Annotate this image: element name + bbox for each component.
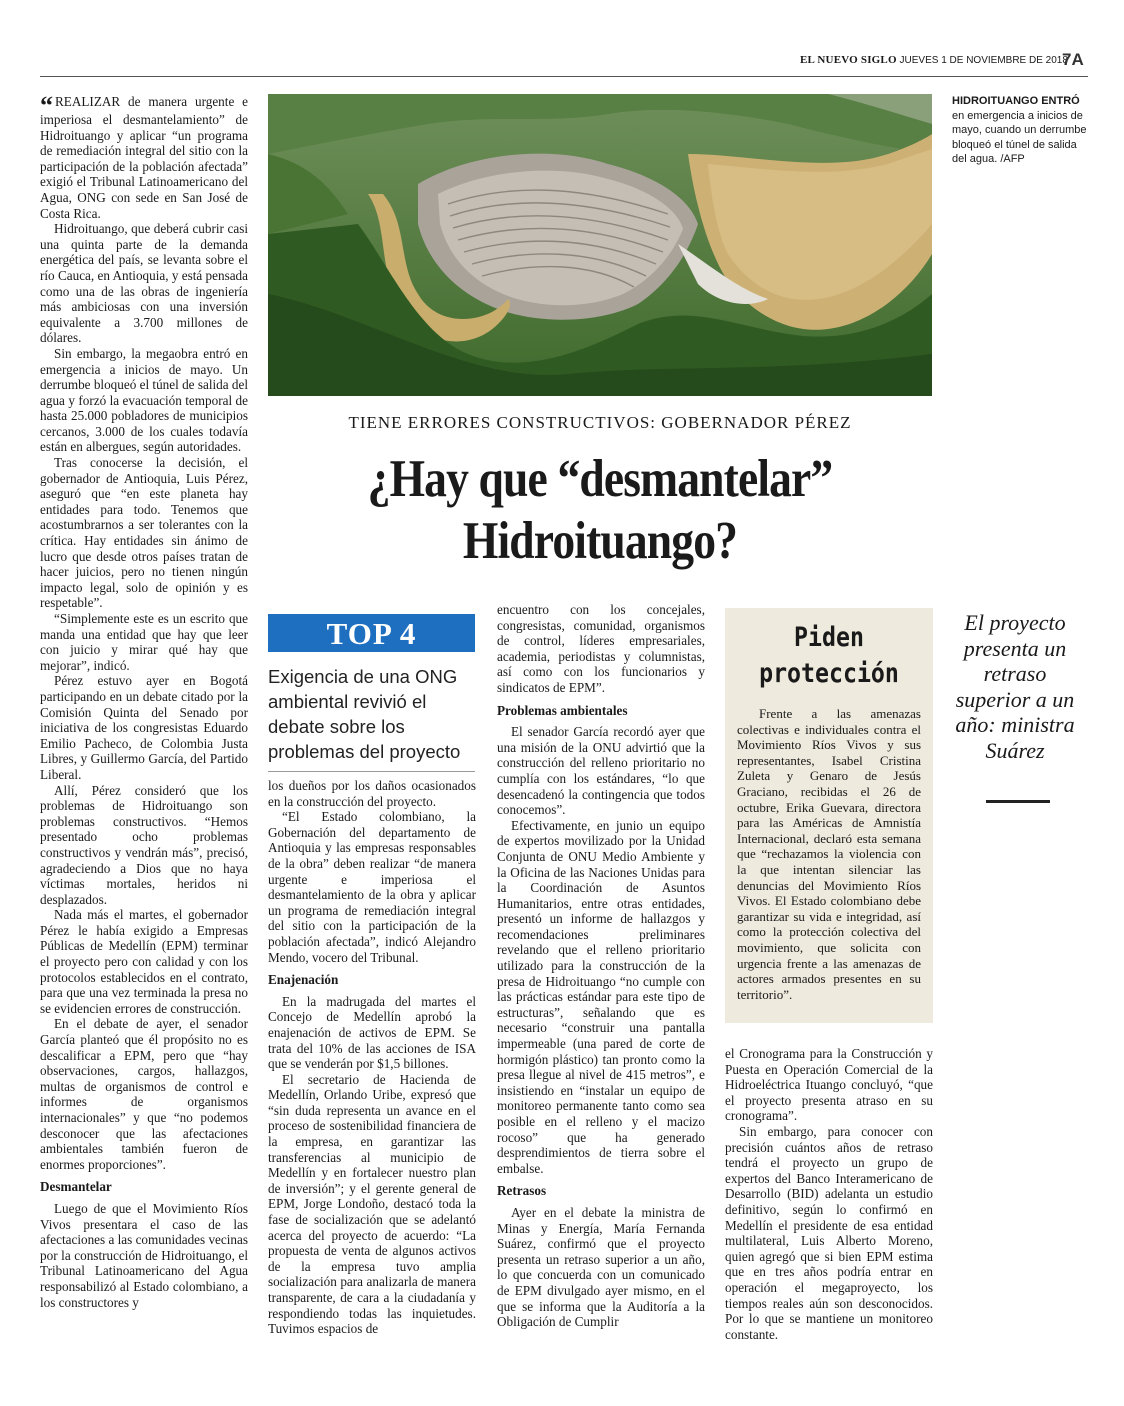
paragraph: “Simplemente este es un escrito que manda una entidad que hay que leer con juicio y mirar qué hay que mejorar”, indicó. — [40, 611, 248, 673]
dam-aerial-photo — [268, 94, 932, 396]
paragraph: Tras conocerse la decisión, el gobernador de Antioquia, Luis Pérez, aseguró que “en este planeta hay entidades para todo. Tenemos que acostumbrarnos a ser tolerantes con la crítica. Hay entidades sin ánimo de lucro que desde otros países tratan de hacer juicios, pero no tienen ningún impacto legal, solo de opinión y es respetable”. — [40, 455, 248, 611]
headline-line-2: Hidroituango? — [462, 512, 738, 570]
article-column-3 — [497, 602, 705, 1330]
lead-paragraph: “ REALIZAR de manera urgente e imperiosa el desmantelamiento” de Hidroituango y aplicar “un programa de remediación integral del sitio con la participación de la población afectada” exigió el Tribunal Latinoamericano del Agua, ONG con sede en San José de Costa Rica. — [40, 91, 248, 221]
sidebar-box — [725, 608, 933, 1023]
paragraph: Ayer en el debate la ministra de Minas y Energía, María Fernanda Suárez, confirmó que el proyecto presenta un retraso superior a un año, lo que concuerda con un comunicado de EPM divulgado ayer mismo, en el que se informa que la Auditoría a la Obligación de Cumplir — [497, 1204, 705, 1330]
caption-lead: HIDROITUANGO ENTRÓ — [952, 95, 1080, 107]
sidebar-paragraph: Frente a las amenazas colectivas e individuales contra el Movimiento Ríos Vivos y sus representantes, Isabel Cristina Zuleta y Genaro de Jesús Graciano, recibidas el 26 de octubre, Erika Guevara, directora para las Américas de Amnistía Internacional, declaró esta semana que “rechazamos la violencia con la que intentan silenciar las denuncias del Movimiento Ríos Vivos. El Estado colombiano debe garantizar su vida e integridad, así como la protección colectiva del movimiento, que solicita con urgencia frente a las amenazas de actores armados presentes en su territorio”. — [737, 706, 921, 1002]
sidebar-title-line-2: protección — [759, 658, 899, 689]
article-column-4 — [725, 1046, 933, 1342]
paragraph: En la madrugada del martes el Concejo de Medellín aprobó la enajenación de activos de EPM. Se trata del 10% de las acciones de ISA que se venderán por $1,5 billones. — [268, 993, 476, 1072]
subhead-retrasos: Retrasos — [497, 1183, 547, 1199]
headline-line-1: ¿Hay que “desmantelar” — [367, 450, 833, 508]
paragraph: Sin embargo, para conocer con precisión cuántos años de retraso tendrá el proyecto un grupo de expertos del Banco Interamericano de Desarrollo (BID) adelanta un estudio definitivo, según lo confirmó en Medellín el presidente de esa entidad multilateral, Luis Alberto Moreno, quien agregó que si bien EPM estima que en tres años podría entrar en operación el megaproyecto, los tiempos reales aún son desconocidos. Por lo que se mantiene un monitoreo constante. — [725, 1123, 933, 1342]
paragraph: En el debate de ayer, el senador García planteó que él propósito no es descalificar a EPM, pero que “hay observaciones, cargos, hallazgos, multas de organismos de control e informes de organismos internacionales” y que “no podemos desconocer que las afectaciones ambientales también fueron de enormes proporciones”. — [40, 1016, 248, 1172]
article-column-2 — [268, 778, 476, 1337]
photo-caption — [952, 94, 1087, 167]
subhead-enajenacion: Enajenación — [268, 972, 339, 988]
sidebar-body — [737, 706, 921, 1002]
subhead-problemas-ambientales: Problemas ambientales — [497, 702, 628, 718]
open-quote-mark: “ — [40, 91, 53, 120]
paragraph: El secretario de Hacienda de Medellín, Orlando Uribe, expresó que “sin duda representa un avance en el proceso de sostenibilidad financiera de la empresa, en garantizar las transferencias al municipio de Medellín y en fortalecer nuestro plan de inversión”; y el gerente general de EPM, Jorge Londoño, destacó toda la fase de socialización que se adelantó acerca del proyecto de acuerdo: “La propuesta de venta de algunos activos de la empresa tuvo amplia socialización para analizarla de manera transparente, de cara a la ciudadanía y respondiendo todas las inquietudes. Tuvimos espacios de — [268, 1071, 476, 1337]
paragraph: Nada más el martes, el gobernador Pérez le había exigido a Empresas Públicas de Medellín (EPM) terminar el proyecto pero con calidad y con los protocolos establecidos en el contrato, para que una vez terminada la presa no se evidencien errores de construcción. — [40, 907, 248, 1016]
page-number: 7A — [1062, 50, 1084, 69]
sidebar-title — [740, 620, 919, 692]
kicker: TIENE ERRORES CONSTRUCTIVOS: GOBERNADOR PÉREZ — [348, 413, 852, 432]
paragraph: encuentro con los concejales, congresistas, comunidad, organismos de control, líderes empresariales, academia, periodistas y columnistas, así como con los funcionarios y sindicatos de EPM”. — [497, 602, 705, 695]
paragraph: Sin embargo, la megaobra entró en emergencia a inicios de mayo. Un derrumbe bloqueó el túnel de salida del agua y forzó la evacuación temporal de hasta 25.000 pobladores de municipios cercanos, 3.000 de los cuales todavía están en albergues, según autoridades. — [40, 345, 248, 455]
top-rule — [268, 771, 475, 772]
pull-quote-rule — [986, 800, 1050, 803]
paragraph: “El Estado colombiano, la Gobernación del departamento de Antioquia y las empresas responsables de la obra” deben realizar “de manera urgente e imperiosa el desmantelamiento de la obra y aplicar un programa de remediación integral del sitio con la participación de la población afectada”, indicó Alejandro Mendo, vocero del Tribunal. — [268, 809, 476, 965]
paragraph: Efectivamente, en junio un equipo de expertos movilizado por la Unidad Conjunta de ONU Medio Ambiente y la Oficina de las Naciones Unidas para la Coordinación de Asuntos Humanitarios, entre otras entidades, presentó un informe de hallazgos y recomendaciones preliminares revelando que el relleno prioritario utilizado para la construcción de la presa de Hidroituango “no cumple con las prácticas estándar para este tipo de estructuras”, señalando que es necesario “construir una pantalla impermeable (una pared de corte de hormigón plástico) tan pronto como la presa llegue al nivel de 415 metros”, e insistiendo en “instalar un equipo de monitoreo permanente tanto como sea posible en el relleno y el macizo rocoso” que ha generado desprendimientos de tierra sobre el embalse. — [497, 817, 705, 1176]
top-label-box: TOP 4 — [268, 614, 475, 652]
paragraph: Luego de que el Movimiento Ríos Vivos presentara el caso de las afectaciones a las comunidades vecinas por la construcción de Hidroituango, el Tribunal Latinoamericano del Agua responsabilizó al Estado colombiano, a los constructores y — [40, 1200, 248, 1310]
article-column-1 — [40, 91, 249, 1310]
subhead-desmantelar: Desmantelar — [40, 1179, 112, 1195]
paragraph: Hidroituango, que deberá cubrir casi una quinta parte de la demanda energética del país, se levanta sobre el río Cauca, en Antioquia, y está pensada como una de las obras de ingeniería más ambiciosas con una inversión equivalente a 3.700 millones de dólares. — [40, 221, 249, 346]
sidebar-title-line-1: Piden — [794, 622, 864, 653]
caption-text: en emergencia a inicios de mayo, cuando un derrumbe bloqueó el túnel de salida del agua. /AFP — [952, 109, 1087, 166]
headline — [314, 448, 885, 572]
header-rule — [40, 76, 1088, 77]
paragraph: Allí, Pérez consideró que los problemas de Hidroituango son problemas constructivos. “Hemos presentado ocho problemas constructivos y vendrán más”, precisó, agradeciendo a Dios que no haya víctimas mortales, heridos ni desplazados. — [40, 782, 248, 907]
paper-name: EL NUEVO SIGLO — [800, 54, 897, 66]
top-summary: Exigencia de una ONG ambiental revivió el debate sobre los problemas del proyecto — [268, 666, 461, 762]
paragraph: los dueños por los daños ocasionados en la construcción del proyecto. — [268, 778, 476, 809]
masthead — [800, 54, 1068, 66]
pull-quote: El proyecto presenta un retraso superior a un año: ministra Suárez — [955, 610, 1075, 763]
issue-date: JUEVES 1 DE NOVIEMBRE DE 2018 — [899, 55, 1068, 66]
paragraph: El senador García recordó ayer que una misión de la ONU advirtió que la construcción del relleno prioritario no cumplía con los estándares, “lo que desencadenó la contingencia que todos conocemos”. — [497, 724, 705, 818]
paragraph: el Cronograma para la Construcción y Puesta en Operación Comercial de la Hidroeléctrica Ituango concluyó, “que el proyecto presenta atraso en su cronograma”. — [725, 1046, 933, 1124]
paragraph: Pérez estuvo ayer en Bogotá participando en un debate citado por la Comisión Quinta del Senado por iniciativa de los congresistas Eduardo Emilio Pacheco, de Colombia Justa Libres, y Guillermo García, del Partido Liberal. — [40, 673, 248, 782]
